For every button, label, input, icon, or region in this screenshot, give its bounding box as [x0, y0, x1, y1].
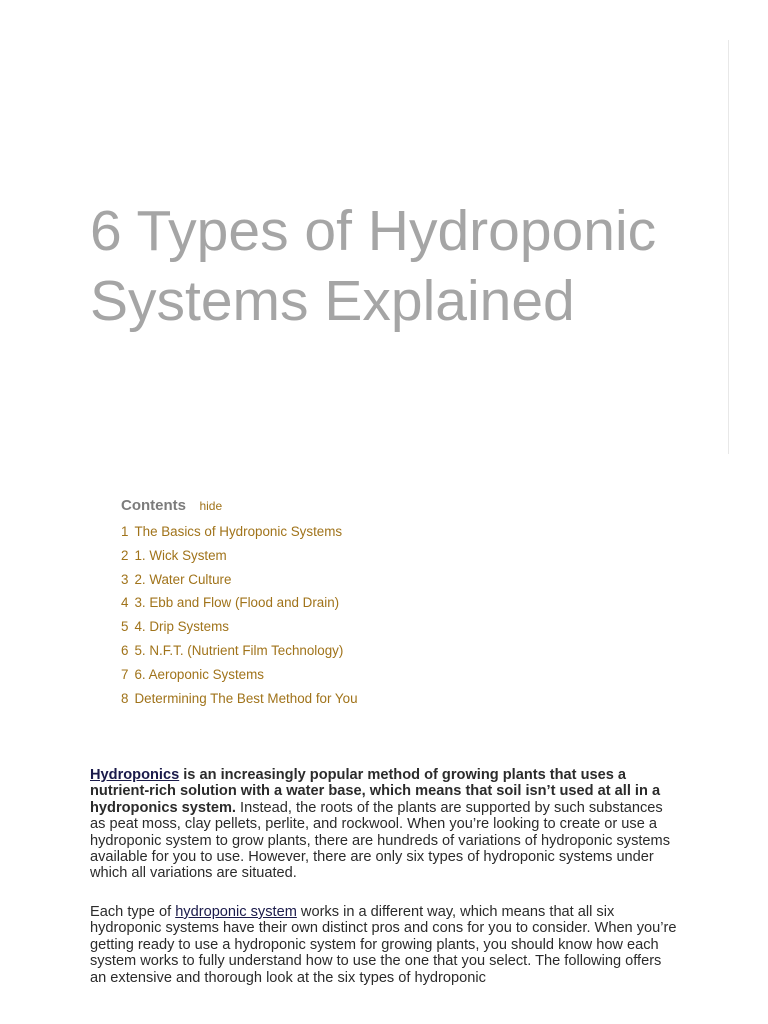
toc-item-number: 8: [121, 690, 129, 706]
hydroponic-system-link[interactable]: hydroponic system: [175, 904, 297, 920]
second-text-end: works in a different way, which means that all six hydroponic systems have their own distinct pros and cons for you to consider. When you’re getting ready to use a hydroponic system for growing plants, you should know how each system works to fully understand how to use the one that you select. The following offers an extensive and thorough look at the six types of hydroponic: [90, 904, 677, 986]
toc-item-aeroponic-systems[interactable]: [121, 663, 521, 687]
toc-item-number: 5: [121, 619, 129, 635]
toc-item-basics[interactable]: [121, 520, 521, 544]
toc-item-label: 1. Wick System: [134, 547, 227, 563]
toc-list: [121, 520, 521, 710]
toc-item-wick-system[interactable]: [121, 544, 521, 568]
toc-item-label: 3. Ebb and Flow (Flood and Drain): [134, 595, 340, 611]
toc-item-number: 4: [121, 595, 129, 611]
toc-item-label: The Basics of Hydroponic Systems: [134, 524, 343, 539]
intro-bold-text: is an increasingly popular method of growing plants that uses a nutrient-rich solution with a water base, which means that soil isn’t used at all in a hydroponics system.: [90, 767, 661, 816]
toc-item-label: 4. Drip Systems: [134, 619, 229, 635]
page-title: 6 Types of Hydroponic Systems Explained: [90, 199, 657, 333]
toc-item-drip-systems[interactable]: [121, 615, 521, 639]
intro-paragraph: [90, 767, 680, 882]
toc-header: [121, 494, 521, 518]
toc-item-label: 2. Water Culture: [134, 571, 232, 587]
toc-item-water-culture[interactable]: [121, 568, 521, 592]
second-paragraph: [90, 904, 680, 986]
toc-item-number: 6: [121, 642, 129, 658]
toc-item-label: 5. N.F.T. (Nutrient Film Technology): [134, 642, 344, 658]
toc-item-best-method[interactable]: [121, 687, 521, 711]
toc-item-number: 7: [121, 666, 129, 682]
toc-title: Contents: [121, 497, 186, 514]
intro-text: Instead, the roots of the plants are supported by such substances as peat moss, clay pellets, perlite, and rockwool. When you’re looking to create or use a hydroponic system to grow plants, there are hundreds of variations of hydroponic systems available for you to use. However, there are only six types of hydroponic systems under which all variations are situated.: [90, 799, 670, 882]
toc-item-label: 6. Aeroponic Systems: [134, 666, 264, 682]
sidebar-divider: [728, 40, 729, 454]
toc-item-ebb-and-flow[interactable]: [121, 591, 521, 615]
second-text-start: Each type of: [90, 904, 176, 920]
hydroponics-link[interactable]: Hydroponics: [90, 767, 180, 783]
table-of-contents: [121, 494, 521, 710]
toc-item-number: 1: [121, 524, 129, 539]
toc-item-nft[interactable]: [121, 639, 521, 663]
toc-item-number: 3: [121, 571, 129, 587]
toc-hide-toggle[interactable]: hide: [199, 499, 223, 513]
toc-item-number: 2: [121, 547, 129, 563]
toc-item-label: Determining The Best Method for You: [134, 690, 358, 706]
